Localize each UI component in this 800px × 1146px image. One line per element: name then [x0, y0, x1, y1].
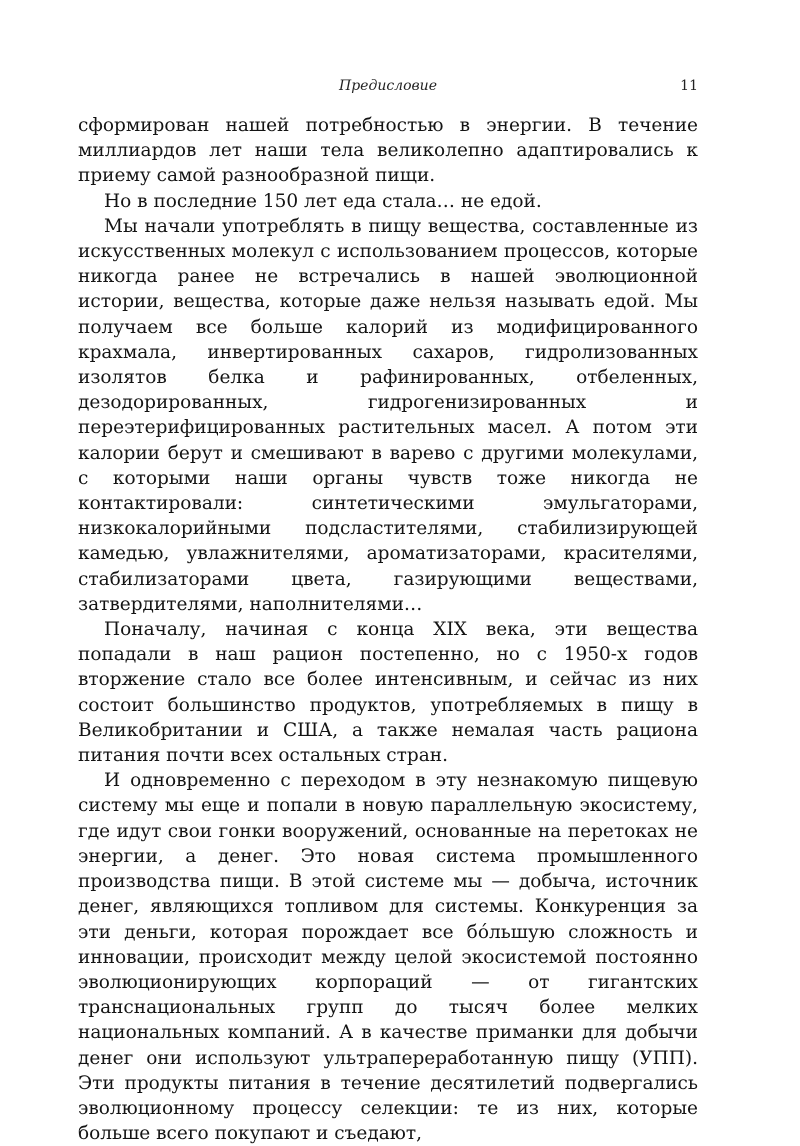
paragraph-continued: сформирован нашей потребностью в энергии. В течение миллиардов лет наши тела великолепно адаптировались к приему самой разнообразной пищи.: [78, 115, 698, 187]
running-head: [78, 78, 698, 100]
body-text: [78, 113, 698, 1146]
paragraph: И одновременно с переходом в эту незнакомую пищевую систему мы еще и попали в новую параллельную экосистему, где идут свои гонки вооружений, основанные на перетоках не энергии, а денег. Это новая система промышленного производства пищи. В этой системе мы — добыча, источник денег, являющихся топливом для системы. Конкуренция за эти деньги, которая порождает все бо́льшую сложность и инновации, происходит между целой экосистемой постоянно эволюционирующих корпораций — от гигантских транснациональных групп до тысяч более мелких национальных компаний. А в качестве приманки для добычи денег они используют ультрапереработанную пищу (УПП). Эти продукты питания в течение десятилетий подвергались эволюционному процессу селекции: те из них, которые больше всего покупают и съедают,: [78, 770, 698, 1145]
paragraph: Поначалу, начиная с конца XIX века, эти вещества попадали в наш рацион постепенно, но с 1950-х годов вторжение стало все более интенсивным, и сейчас из них состоит большинство продуктов, употребляемых в пищу в Великобритании и США, а также немалая часть рациона питания почти всех остальных стран.: [78, 619, 698, 767]
page-number: 11: [680, 78, 698, 94]
paragraph: Мы начали употреблять в пищу вещества, составленные из искусственных молекул с использованием процессов, которые никогда ранее не встречались в нашей эволюционной истории, вещества, которые даже нельзя называть едой. Мы получаем все больше калорий из модифицированного крахмала, инвертированных сахаров, гидролизованных изолятов белка и рафинированных, отбеленных, дезодорированных, гидрогенизированных и переэтерифицированных растительных масел. А потом эти калории берут и смешивают в варево с другими молекулами, с которыми наши органы чувств тоже никогда не контактировали: синтетическими эмульгаторами, низкокалорийными подсластителями, стабилизирующей камедью, увлажнителями, ароматизаторами, красителями, стабилизаторами цвета, газирующими веществами, затвердителями, наполнителями…: [78, 215, 698, 615]
running-title: Предисловие: [339, 78, 437, 94]
paragraph: Но в последние 150 лет еда стала… не едой.: [104, 190, 542, 212]
